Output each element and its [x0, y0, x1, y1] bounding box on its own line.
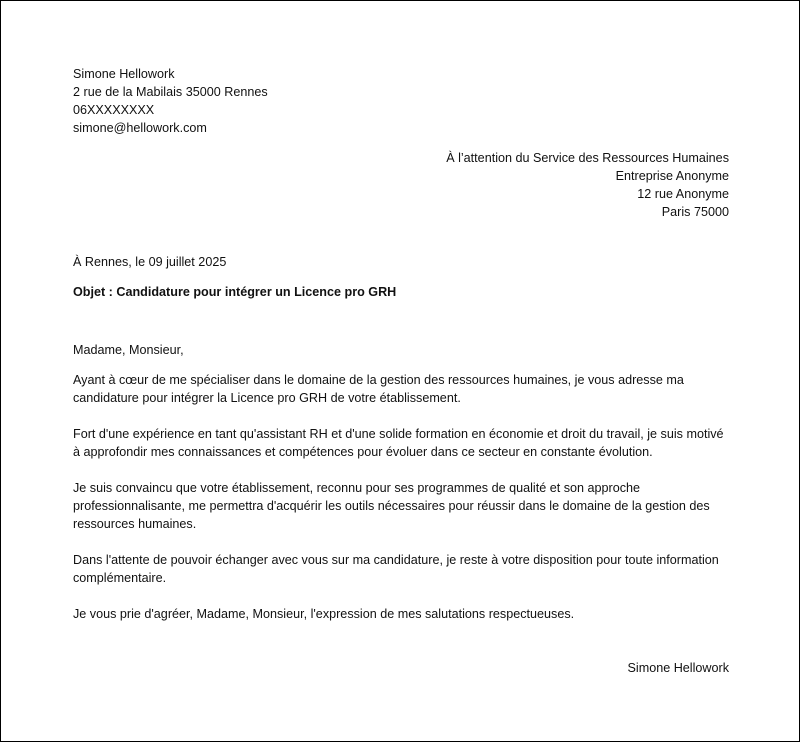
recipient-street: 12 rue Anonyme [637, 187, 729, 201]
sender-email: simone@hellowork.com [73, 121, 207, 135]
recipient-attention: À l’attention du Service des Ressources Humaines [446, 151, 729, 165]
letter-content [73, 65, 729, 677]
body-paragraph: Ayant à cœur de me spécialiser dans le domaine de la gestion des ressources humaines, je vous adresse ma candidature pour intégrer la Licence pro GRH de votre établissement. [73, 373, 684, 405]
body-paragraph: Je suis convaincu que votre établissement, reconnu pour ses programmes de qualité et son approche professionnalisante, me permettra d'acquérir les outils nécessaires pour réussir dans le domaine de la gestion des ressources humaines. [73, 481, 710, 531]
closing-paragraph: Je vous prie d'agréer, Madame, Monsieur, l'expression de mes salutations respectueuses. [73, 607, 575, 621]
body-paragraph: Dans l'attente de pouvoir échanger avec vous sur ma candidature, je reste à votre disposition pour toute information complémentaire. [73, 553, 719, 585]
date-line: À Rennes, le 09 juillet 2025 [73, 255, 227, 269]
sender-block [73, 65, 729, 137]
sender-address: 2 rue de la Mabilais 35000 Rennes [73, 85, 268, 99]
subject-line: Objet : Candidature pour intégrer un Licence pro GRH [73, 285, 397, 299]
body-paragraph: Fort d'une expérience en tant qu'assistant RH et d'une solide formation en économie et droit du travail, je suis motivé à approfondir mes connaissances et compétences pour évoluer dans ce secteur en constante évolution. [73, 427, 724, 459]
salutation: Madame, Monsieur, [73, 343, 184, 357]
sender-phone: 06XXXXXXXX [73, 103, 155, 117]
recipient-company: Entreprise Anonyme [615, 169, 729, 183]
sender-name: Simone Hellowork [73, 67, 175, 81]
recipient-block [73, 149, 729, 221]
recipient-city: Paris 75000 [661, 205, 729, 219]
signature: Simone Hellowork [627, 661, 729, 675]
